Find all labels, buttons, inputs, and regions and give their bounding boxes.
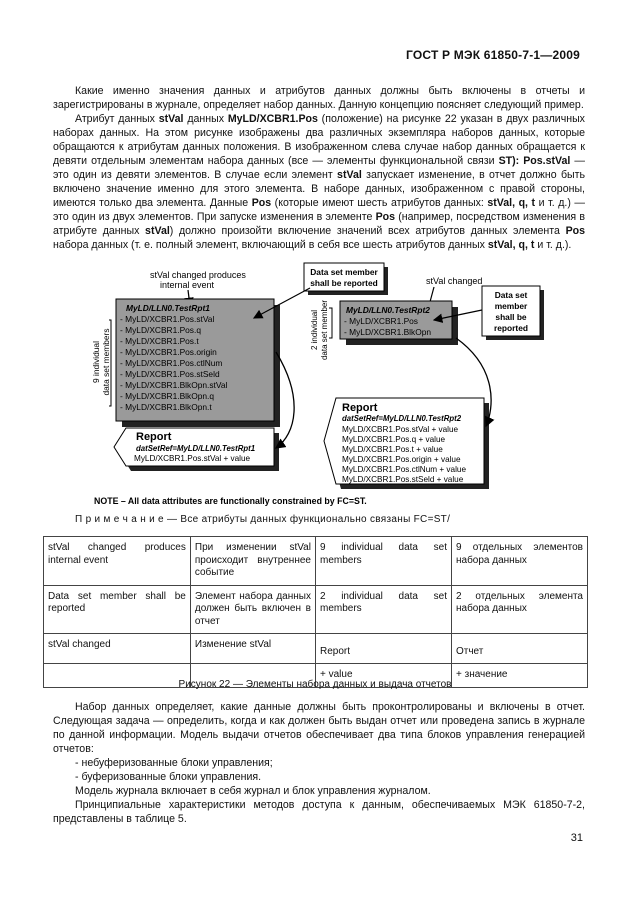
label-ds-member-right-line2: member bbox=[494, 301, 528, 311]
after-paragraph-2: Модель журнала включает в себя журнал и блок управления журналом. bbox=[75, 785, 431, 797]
label-stval-internal-event-line2: internal event bbox=[160, 280, 215, 290]
standard-header: ГОСТ Р МЭК 61850-7-1—2009 bbox=[406, 48, 580, 62]
figure-note-en: NOTE – All data attributes are functionally constrained by FC=ST. bbox=[94, 496, 367, 506]
right-report-item: MyLD/XCBR1.Pos.stVal + value bbox=[342, 425, 459, 434]
table-cell: 2 отдельных элемента набора данных bbox=[451, 585, 587, 634]
left-report-item: MyLD/XCBR1.Pos.stVal + value bbox=[134, 454, 251, 463]
after-text bbox=[53, 700, 585, 826]
right-report-ref: datSetRef=MyLD/LLN0.TestRpt2 bbox=[342, 414, 462, 423]
table-cell: При изменении stVal происходит внутреннее событие bbox=[190, 537, 315, 586]
label-ds-member-line2: shall be reported bbox=[310, 278, 378, 288]
right-report-item: MyLD/XCBR1.Pos.origin + value bbox=[342, 455, 461, 464]
list-item: - небуферизованные блоки управления; bbox=[75, 757, 273, 769]
table-cell: 9 individual data set members bbox=[315, 537, 451, 586]
figure-22-diagram bbox=[78, 258, 548, 508]
table-cell: Отчет bbox=[451, 634, 587, 664]
left-dataset-item: - MyLD/XCBR1.BlkOpn.q bbox=[120, 391, 215, 401]
label-ds-member-right-line3: shall be bbox=[495, 312, 527, 322]
list-item: - буферизованные блоки управления. bbox=[75, 771, 262, 783]
left-dataset-item: - MyLD/XCBR1.Pos.origin bbox=[120, 347, 217, 357]
table-cell: Report bbox=[315, 634, 451, 664]
label-2-members bbox=[310, 300, 329, 360]
label-9-members-line2: data set members bbox=[101, 328, 111, 396]
figure-note-ru: П р и м е ч а н и е — Все атрибуты данных функционально связаны FC=ST/ bbox=[75, 514, 451, 525]
table-cell: Data set member shall be reported bbox=[44, 585, 191, 634]
table-cell: Изменение stVal bbox=[190, 634, 315, 664]
intro-text bbox=[53, 84, 585, 252]
right-report-item: MyLD/XCBR1.Pos.t + value bbox=[342, 445, 443, 454]
table-row bbox=[44, 634, 588, 664]
figure-caption: Рисунок 22 — Элементы набора данных и выдача отчетов bbox=[178, 679, 452, 690]
translation-table bbox=[43, 536, 588, 688]
after-paragraph-3: Принципиальные характеристики методов доступа к данным, обеспечиваемых МЭК 61850-7-2, представлены в таблице 5. bbox=[53, 799, 585, 825]
table-row bbox=[44, 585, 588, 634]
label-stval-internal-event-line1: stVal changed produces bbox=[150, 270, 246, 280]
right-dataset-title: MyLD/LLN0.TestRpt2 bbox=[346, 305, 430, 315]
right-dataset-item: - MyLD/XCBR1.BlkOpn bbox=[344, 327, 432, 337]
label-9-members-line1: 9 individual bbox=[91, 341, 101, 383]
right-report-item: MyLD/XCBR1.Pos.ctlNum + value bbox=[342, 465, 466, 474]
left-dataset-item: - MyLD/XCBR1.Pos.q bbox=[120, 325, 201, 335]
page-number: 31 bbox=[570, 832, 583, 844]
after-paragraph-1: Набор данных определяет, какие данные должны быть проконтролированы и включены в отчет. Следующая задача — определить, когда и как должен быть выдан отчет или проведена запись в журнале по данной информации. Модель выдачи отчетов обеспечивает два типа блоков управления генерацией отчетов: bbox=[53, 701, 585, 755]
table-cell: + значение bbox=[451, 664, 587, 688]
label-ds-member-line1: Data set member bbox=[310, 267, 378, 277]
table-cell: 2 individual data set members bbox=[315, 585, 451, 634]
right-dataset-item: - MyLD/XCBR1.Pos bbox=[344, 316, 418, 326]
table-cell: Элемент набора данных должен быть включен в отчет bbox=[190, 585, 315, 634]
table-cell: stVal changed produces internal event bbox=[44, 537, 191, 586]
intro-paragraph-1: Какие именно значения данных и атрибутов данных должны быть включены в отчеты и зарегистрированы в журнале, определяет набор данных. Данную концепцию поясняет следующий пример. bbox=[53, 85, 585, 111]
table-cell: + value bbox=[315, 664, 451, 688]
right-report-item: MyLD/XCBR1.Pos.q + value bbox=[342, 435, 446, 444]
table-row bbox=[44, 537, 588, 586]
intro-paragraph-2: Атрибут данных stVal данных MyLD/XCBR1.Pos (положение) на рисунке 22 указан в двух различных наборах данных. На этом рисунке изображены два различных экземпляра наборов данных, которые обращаются к атрибутам данных положения. В изображенном слева случае набор данных обращается к девяти отдельным элементам набора данных (все — элементы функциональной связи ST): Pos.stVal — это один из девяти элементов. В случае если элемент stVal запускает изменение, в отчет должно быть включено значение именно для этого элемента. В наборе данных, изображенном с правой стороны, имеются только два элемента. Данные Pos (которые имеют шесть атрибутов данных: stVal, q, t и т. д.) — это один из двух элементов. При запуске изменения в элементе Pos (например, посредством изменения в атрибуте данных stVal) должно произойти включение значений всех атрибутов данных элемента Pos набора данных (т. е. полный элемент, включающий в себя все шесть атрибутов данных stVal, q, t и т. д.). bbox=[53, 113, 586, 251]
left-dataset-title: MyLD/LLN0.TestRpt1 bbox=[126, 303, 210, 313]
right-report-item: MyLD/XCBR1.Pos.stSeld + value bbox=[342, 475, 464, 484]
left-dataset-item: - MyLD/XCBR1.Pos.stVal bbox=[120, 314, 215, 324]
label-ds-member-right-line4: reported bbox=[494, 323, 528, 333]
left-dataset-item: - MyLD/XCBR1.BlkOpn.stVal bbox=[120, 380, 228, 390]
left-dataset-item: - MyLD/XCBR1.Pos.t bbox=[120, 336, 199, 346]
right-report-title: Report bbox=[342, 402, 378, 414]
label-stval-changed: stVal changed bbox=[426, 276, 483, 286]
left-report-ref: datSetRef=MyLD/LLN0.TestRpt1 bbox=[136, 444, 256, 453]
label-ds-member-right-line1: Data set bbox=[494, 290, 528, 300]
table-cell: 9 отдельных элементов набора данных bbox=[451, 537, 587, 586]
left-report-title: Report bbox=[136, 431, 172, 443]
left-dataset-item: - MyLD/XCBR1.Pos.stSeld bbox=[120, 369, 220, 379]
label-2-members-line1: 2 individual bbox=[310, 309, 319, 351]
table-cell: stVal changed bbox=[44, 634, 191, 664]
left-dataset-item: - MyLD/XCBR1.BlkOpn.t bbox=[120, 402, 212, 412]
label-9-members bbox=[91, 328, 111, 395]
left-dataset-item: - MyLD/XCBR1.Pos.ctlNum bbox=[120, 358, 223, 368]
label-2-members-line2: data set member bbox=[320, 299, 329, 361]
